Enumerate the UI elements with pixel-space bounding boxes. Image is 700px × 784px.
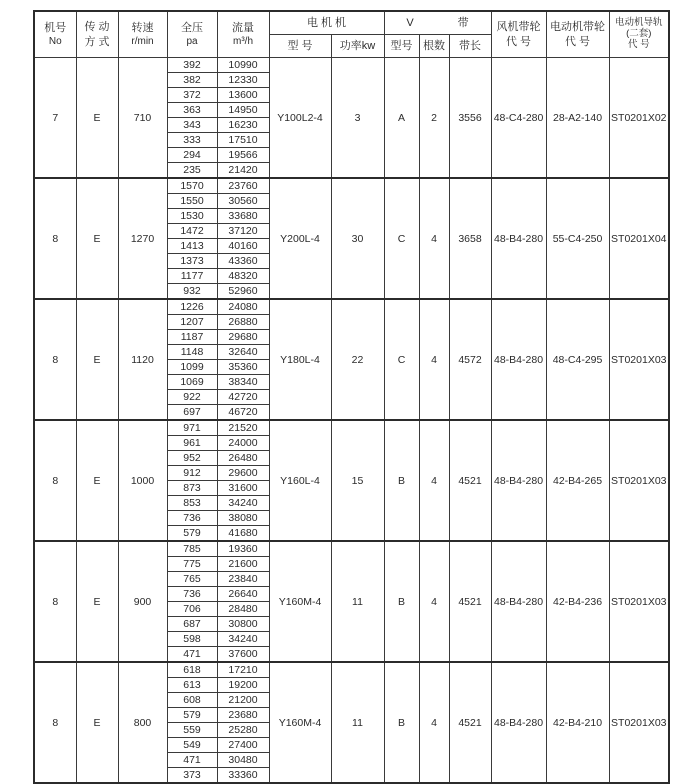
cell-flow: 26880 (217, 315, 269, 330)
cell-fan-pulley-code: 48-B4-280 (491, 420, 546, 541)
header-belt-length: 带长 (449, 35, 491, 58)
header-belt-type: 型号 (384, 35, 419, 58)
header-flow-line1: 流量 (232, 21, 254, 34)
header-motor-pulley-line1: 电动机带轮 (550, 21, 606, 34)
cell-flow: 12330 (217, 73, 269, 88)
cell-flow: 40160 (217, 239, 269, 254)
cell-flow: 31600 (217, 481, 269, 496)
cell-flow: 32640 (217, 345, 269, 360)
cell-pressure: 1187 (167, 330, 217, 345)
cell-rail-code: ST0201X03 (609, 541, 669, 662)
header-machine-no-line2: No (48, 36, 62, 48)
cell-pressure: 1207 (167, 315, 217, 330)
cell-pressure: 579 (167, 708, 217, 723)
cell-pressure: 618 (167, 662, 217, 678)
cell-rail-code: ST0201X03 (609, 420, 669, 541)
cell-speed: 800 (118, 662, 167, 783)
cell-flow: 23680 (217, 708, 269, 723)
cell-flow: 17210 (217, 662, 269, 678)
cell-pressure: 1177 (167, 269, 217, 284)
cell-pressure: 697 (167, 405, 217, 421)
cell-flow: 26640 (217, 587, 269, 602)
cell-pressure: 1530 (167, 209, 217, 224)
cell-belt-type: C (384, 299, 419, 420)
cell-pressure: 598 (167, 632, 217, 647)
cell-motor-pulley-code: 42-B4-265 (546, 420, 609, 541)
cell-fan-pulley-code: 48-C4-280 (491, 58, 546, 179)
cell-pressure: 1570 (167, 178, 217, 194)
header-flow (217, 11, 269, 58)
header-motor-pulley (546, 11, 609, 58)
cell-belt-count: 4 (419, 299, 449, 420)
cell-flow: 28480 (217, 602, 269, 617)
cell-flow: 30560 (217, 194, 269, 209)
header-speed-line2: r/min (131, 36, 154, 48)
header-rail-line1: 电动机导轨 (615, 17, 663, 29)
cell-flow: 38080 (217, 511, 269, 526)
cell-motor-pulley-code: 55-C4-250 (546, 178, 609, 299)
cell-pressure: 608 (167, 693, 217, 708)
cell-pressure: 961 (167, 436, 217, 451)
cell-flow: 33360 (217, 768, 269, 784)
header-drive-line2: 方 式 (84, 35, 110, 48)
header-motor-power: 功率kw (331, 35, 384, 58)
cell-motor-model: Y160L-4 (269, 420, 331, 541)
cell-flow: 17510 (217, 133, 269, 148)
cell-motor-power: 11 (331, 541, 384, 662)
cell-motor-power: 30 (331, 178, 384, 299)
cell-drive-mode: E (76, 178, 118, 299)
header-machine-no (34, 11, 76, 58)
cell-flow: 34240 (217, 632, 269, 647)
cell-flow: 33680 (217, 209, 269, 224)
cell-flow: 52960 (217, 284, 269, 300)
cell-motor-model: Y100L2-4 (269, 58, 331, 179)
cell-belt-length: 4572 (449, 299, 491, 420)
cell-flow: 13600 (217, 88, 269, 103)
cell-pressure: 853 (167, 496, 217, 511)
cell-flow: 24080 (217, 299, 269, 315)
cell-pressure: 1472 (167, 224, 217, 239)
cell-fan-pulley-code: 48-B4-280 (491, 541, 546, 662)
cell-flow: 24000 (217, 436, 269, 451)
cell-speed: 710 (118, 58, 167, 179)
cell-pressure: 372 (167, 88, 217, 103)
header-v-belt-group (384, 11, 491, 35)
cell-flow: 19200 (217, 678, 269, 693)
fan-spec-table (33, 10, 670, 784)
header-flow-line2: m³/h (233, 36, 253, 48)
cell-motor-model: Y200L-4 (269, 178, 331, 299)
cell-rail-code: ST0201X02 (609, 58, 669, 179)
cell-pressure: 873 (167, 481, 217, 496)
cell-belt-type: B (384, 541, 419, 662)
cell-flow: 21200 (217, 693, 269, 708)
cell-fan-pulley-code: 48-B4-280 (491, 178, 546, 299)
cell-pressure: 343 (167, 118, 217, 133)
cell-flow: 46720 (217, 405, 269, 421)
cell-motor-pulley-code: 42-B4-210 (546, 662, 609, 783)
cell-pressure: 971 (167, 420, 217, 436)
cell-belt-type: C (384, 178, 419, 299)
table-row (34, 662, 669, 678)
cell-belt-length: 3556 (449, 58, 491, 179)
header-motor-rail (609, 11, 669, 58)
cell-pressure: 471 (167, 753, 217, 768)
header-drive-line1: 传 动 (84, 21, 110, 34)
cell-pressure: 736 (167, 511, 217, 526)
cell-speed: 1270 (118, 178, 167, 299)
cell-pressure: 333 (167, 133, 217, 148)
cell-pressure: 613 (167, 678, 217, 693)
table-row (34, 420, 669, 436)
table-row (34, 58, 669, 73)
cell-pressure: 706 (167, 602, 217, 617)
cell-pressure: 382 (167, 73, 217, 88)
cell-speed: 1120 (118, 299, 167, 420)
header-motor-model: 型 号 (269, 35, 331, 58)
cell-flow: 43360 (217, 254, 269, 269)
cell-belt-type: B (384, 662, 419, 783)
cell-pressure: 1069 (167, 375, 217, 390)
cell-machine-no: 7 (34, 58, 76, 179)
cell-drive-mode: E (76, 541, 118, 662)
cell-pressure: 392 (167, 58, 217, 73)
cell-belt-count: 4 (419, 541, 449, 662)
cell-pressure: 1550 (167, 194, 217, 209)
header-fan-pulley (491, 11, 546, 58)
cell-pressure: 559 (167, 723, 217, 738)
cell-flow: 42720 (217, 390, 269, 405)
table-row (34, 178, 669, 194)
cell-machine-no: 8 (34, 299, 76, 420)
cell-flow: 19360 (217, 541, 269, 557)
cell-belt-count: 2 (419, 58, 449, 179)
header-speed (118, 11, 167, 58)
cell-motor-model: Y160M-4 (269, 662, 331, 783)
cell-speed: 900 (118, 541, 167, 662)
header-rail-line3: 代 号 (627, 38, 650, 50)
cell-flow: 16230 (217, 118, 269, 133)
cell-pressure: 1148 (167, 345, 217, 360)
header-belt-count: 根数 (419, 35, 449, 58)
cell-machine-no: 8 (34, 178, 76, 299)
cell-motor-pulley-code: 28-A2-140 (546, 58, 609, 179)
cell-motor-model: Y160M-4 (269, 541, 331, 662)
header-pressure-line2: pa (186, 36, 198, 48)
cell-belt-type: A (384, 58, 419, 179)
cell-flow: 37600 (217, 647, 269, 663)
cell-speed: 1000 (118, 420, 167, 541)
cell-drive-mode: E (76, 299, 118, 420)
cell-flow: 38340 (217, 375, 269, 390)
cell-motor-power: 11 (331, 662, 384, 783)
header-pressure (167, 11, 217, 58)
cell-pressure: 687 (167, 617, 217, 632)
cell-belt-count: 4 (419, 662, 449, 783)
cell-belt-length: 4521 (449, 420, 491, 541)
cell-machine-no: 8 (34, 420, 76, 541)
cell-flow: 48320 (217, 269, 269, 284)
cell-drive-mode: E (76, 420, 118, 541)
cell-pressure: 765 (167, 572, 217, 587)
cell-motor-pulley-code: 42-B4-236 (546, 541, 609, 662)
cell-flow: 25280 (217, 723, 269, 738)
cell-flow: 21520 (217, 420, 269, 436)
header-motor-pulley-line2: 代 号 (565, 35, 591, 48)
cell-flow: 23840 (217, 572, 269, 587)
cell-machine-no: 8 (34, 541, 76, 662)
cell-pressure: 363 (167, 103, 217, 118)
cell-pressure: 736 (167, 587, 217, 602)
cell-flow: 35360 (217, 360, 269, 375)
cell-pressure: 373 (167, 768, 217, 784)
header-v-belt-left: V (406, 16, 414, 29)
cell-pressure: 579 (167, 526, 217, 542)
header-fan-pulley-line2: 代 号 (506, 35, 532, 48)
cell-pressure: 235 (167, 163, 217, 179)
cell-pressure: 1373 (167, 254, 217, 269)
cell-machine-no: 8 (34, 662, 76, 783)
cell-flow: 19566 (217, 148, 269, 163)
cell-flow: 23760 (217, 178, 269, 194)
cell-rail-code: ST0201X03 (609, 662, 669, 783)
table-body (34, 58, 669, 784)
cell-pressure: 932 (167, 284, 217, 300)
cell-drive-mode: E (76, 662, 118, 783)
cell-pressure: 952 (167, 451, 217, 466)
cell-belt-length: 3658 (449, 178, 491, 299)
cell-pressure: 471 (167, 647, 217, 663)
header-rail-line2: (二套) (626, 28, 652, 40)
cell-flow: 34240 (217, 496, 269, 511)
cell-flow: 10990 (217, 58, 269, 73)
cell-flow: 29600 (217, 466, 269, 481)
cell-pressure: 1413 (167, 239, 217, 254)
cell-flow: 21600 (217, 557, 269, 572)
header-v-belt-right: 带 (457, 16, 469, 29)
cell-belt-length: 4521 (449, 662, 491, 783)
cell-flow: 27400 (217, 738, 269, 753)
cell-pressure: 1099 (167, 360, 217, 375)
table-row (34, 299, 669, 315)
cell-drive-mode: E (76, 58, 118, 179)
header-fan-pulley-line1: 风机带轮 (496, 21, 541, 34)
cell-flow: 26480 (217, 451, 269, 466)
cell-rail-code: ST0201X03 (609, 299, 669, 420)
cell-fan-pulley-code: 48-B4-280 (491, 299, 546, 420)
header-pressure-line1: 全压 (181, 21, 203, 34)
cell-motor-power: 22 (331, 299, 384, 420)
cell-motor-pulley-code: 48-C4-295 (546, 299, 609, 420)
header-drive-mode (76, 11, 118, 58)
cell-belt-type: B (384, 420, 419, 541)
cell-pressure: 912 (167, 466, 217, 481)
cell-belt-count: 4 (419, 178, 449, 299)
header-machine-no-line1: 机号 (44, 21, 67, 34)
cell-belt-length: 4521 (449, 541, 491, 662)
cell-flow: 37120 (217, 224, 269, 239)
cell-belt-count: 4 (419, 420, 449, 541)
cell-flow: 41680 (217, 526, 269, 542)
cell-pressure: 775 (167, 557, 217, 572)
cell-flow: 14950 (217, 103, 269, 118)
cell-pressure: 922 (167, 390, 217, 405)
cell-pressure: 785 (167, 541, 217, 557)
cell-fan-pulley-code: 48-B4-280 (491, 662, 546, 783)
cell-pressure: 549 (167, 738, 217, 753)
cell-flow: 29680 (217, 330, 269, 345)
cell-flow: 30800 (217, 617, 269, 632)
cell-pressure: 294 (167, 148, 217, 163)
header-speed-line1: 转速 (131, 21, 154, 34)
cell-rail-code: ST0201X04 (609, 178, 669, 299)
header-motor-group: 电 机 机 (269, 11, 384, 35)
cell-motor-model: Y180L-4 (269, 299, 331, 420)
cell-motor-power: 15 (331, 420, 384, 541)
cell-flow: 21420 (217, 163, 269, 179)
cell-motor-power: 3 (331, 58, 384, 179)
cell-flow: 30480 (217, 753, 269, 768)
table-row (34, 541, 669, 557)
table-header (34, 11, 669, 58)
cell-pressure: 1226 (167, 299, 217, 315)
